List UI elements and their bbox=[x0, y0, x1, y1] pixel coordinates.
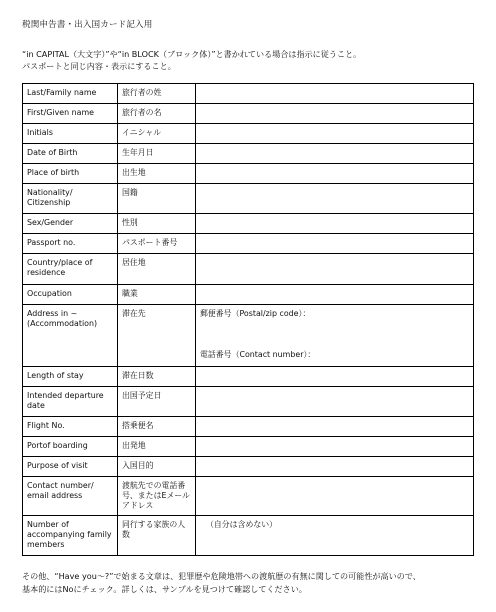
field-label: Number of accompanying family members bbox=[23, 516, 118, 556]
field-jp-label: イニシャル bbox=[118, 124, 196, 144]
field-value-cell[interactable] bbox=[196, 124, 474, 144]
field-jp-label: 旅行者の名 bbox=[118, 104, 196, 124]
field-jp-label: 滞在日数 bbox=[118, 367, 196, 387]
contact-number-label: 電話番号（Contact number）： bbox=[200, 350, 316, 359]
field-value-cell[interactable] bbox=[196, 164, 474, 184]
address-value-cell[interactable] bbox=[196, 305, 474, 367]
footer-line-1: その他、“Have you〜?”で始まる文章は、犯罪歴や危険地帯への渡航歴の有無に関しての可能性が高いので、 bbox=[22, 571, 421, 581]
field-label: Sex/Gender bbox=[23, 214, 118, 234]
field-jp-label: 生年月日 bbox=[118, 144, 196, 164]
field-label: First/Given name bbox=[23, 104, 118, 124]
instruction-line-1: “in CAPITAL（大文字）”や“in BLOCK（ブロック体）”と書かれている場合は指示に従うこと。 bbox=[22, 49, 362, 59]
form-row-date-of-birth bbox=[23, 144, 474, 164]
field-value-cell[interactable] bbox=[196, 234, 474, 254]
field-value-cell[interactable] bbox=[196, 387, 474, 417]
field-jp-label: 出生地 bbox=[118, 164, 196, 184]
field-value-cell[interactable] bbox=[196, 84, 474, 104]
field-value-cell[interactable] bbox=[196, 285, 474, 305]
form-row-purpose bbox=[23, 457, 474, 477]
field-jp-label: 国籍 bbox=[118, 184, 196, 214]
field-value-cell[interactable] bbox=[196, 144, 474, 164]
field-label: Place of birth bbox=[23, 164, 118, 184]
field-value-cell[interactable] bbox=[196, 367, 474, 387]
field-value-cell[interactable] bbox=[196, 214, 474, 234]
field-label: Portof boarding bbox=[23, 437, 118, 457]
field-label: Flight No. bbox=[23, 417, 118, 437]
form-row-passport-no bbox=[23, 234, 474, 254]
form-row-sex bbox=[23, 214, 474, 234]
field-label: Length of stay bbox=[23, 367, 118, 387]
form-row-place-of-birth bbox=[23, 164, 474, 184]
field-jp-label: 旅行者の姓 bbox=[118, 84, 196, 104]
field-jp-label: 滞在先 bbox=[118, 305, 196, 367]
postal-code-label: 郵便番号（Postal/zip code）： bbox=[200, 309, 311, 318]
field-jp-label: 入国目的 bbox=[118, 457, 196, 477]
field-label: Contact number/ email address bbox=[23, 477, 118, 516]
footer-line-2: 基本的にはNoにチェック。詳しくは、サンプルを見つけて確認してください。 bbox=[22, 584, 307, 594]
field-value-cell[interactable] bbox=[196, 477, 474, 516]
field-label: Passport no. bbox=[23, 234, 118, 254]
form-row-port-of-boarding bbox=[23, 437, 474, 457]
field-jp-label: 同行する家族の人数 bbox=[118, 516, 196, 556]
form-row-nationality bbox=[23, 184, 474, 214]
footer-note bbox=[22, 570, 421, 596]
field-jp-label: 性別 bbox=[118, 214, 196, 234]
field-jp-label: 職業 bbox=[118, 285, 196, 305]
field-value-cell[interactable] bbox=[196, 104, 474, 124]
form-row-address bbox=[23, 305, 474, 367]
field-jp-label: 渡航先での電話番号、またはEメールアドレス bbox=[118, 477, 196, 516]
field-label: Date of Birth bbox=[23, 144, 118, 164]
form-row-residence bbox=[23, 254, 474, 285]
field-jp-label: 出発地 bbox=[118, 437, 196, 457]
form-row-last-name bbox=[23, 84, 474, 104]
field-label: Intended departure date bbox=[23, 387, 118, 417]
page-title: 税関申告書・出入国カード記入用 bbox=[22, 20, 153, 30]
field-value-cell[interactable] bbox=[196, 417, 474, 437]
form-row-family-members bbox=[23, 516, 474, 556]
field-label: Nationality/ Citizenship bbox=[23, 184, 118, 214]
field-jp-label: 出国予定日 bbox=[118, 387, 196, 417]
field-label: Address in ~ (Accommodation) bbox=[23, 305, 118, 367]
field-value-cell[interactable] bbox=[196, 437, 474, 457]
form-row-contact bbox=[23, 477, 474, 516]
field-label: Last/Family name bbox=[23, 84, 118, 104]
field-value-cell[interactable]: （自分は含めない） bbox=[196, 516, 474, 556]
field-label: Initials bbox=[23, 124, 118, 144]
form-row-first-name bbox=[23, 104, 474, 124]
form-row-initials bbox=[23, 124, 474, 144]
field-jp-label: 居住地 bbox=[118, 254, 196, 285]
entry-form-table bbox=[22, 83, 474, 556]
field-value-cell[interactable] bbox=[196, 184, 474, 214]
field-jp-label: パスポート番号 bbox=[118, 234, 196, 254]
form-row-departure-date bbox=[23, 387, 474, 417]
instruction-line-2: パスポートと同じ内容・表示にすること。 bbox=[22, 61, 176, 71]
field-jp-label: 搭乗便名 bbox=[118, 417, 196, 437]
field-label: Purpose of visit bbox=[23, 457, 118, 477]
field-value-cell[interactable] bbox=[196, 254, 474, 285]
field-value-cell[interactable] bbox=[196, 457, 474, 477]
form-row-occupation bbox=[23, 285, 474, 305]
instructions bbox=[22, 48, 361, 72]
form-row-flight-no bbox=[23, 417, 474, 437]
field-label: Occupation bbox=[23, 285, 118, 305]
field-label: Country/place of residence bbox=[23, 254, 118, 285]
form-row-length-of-stay bbox=[23, 367, 474, 387]
